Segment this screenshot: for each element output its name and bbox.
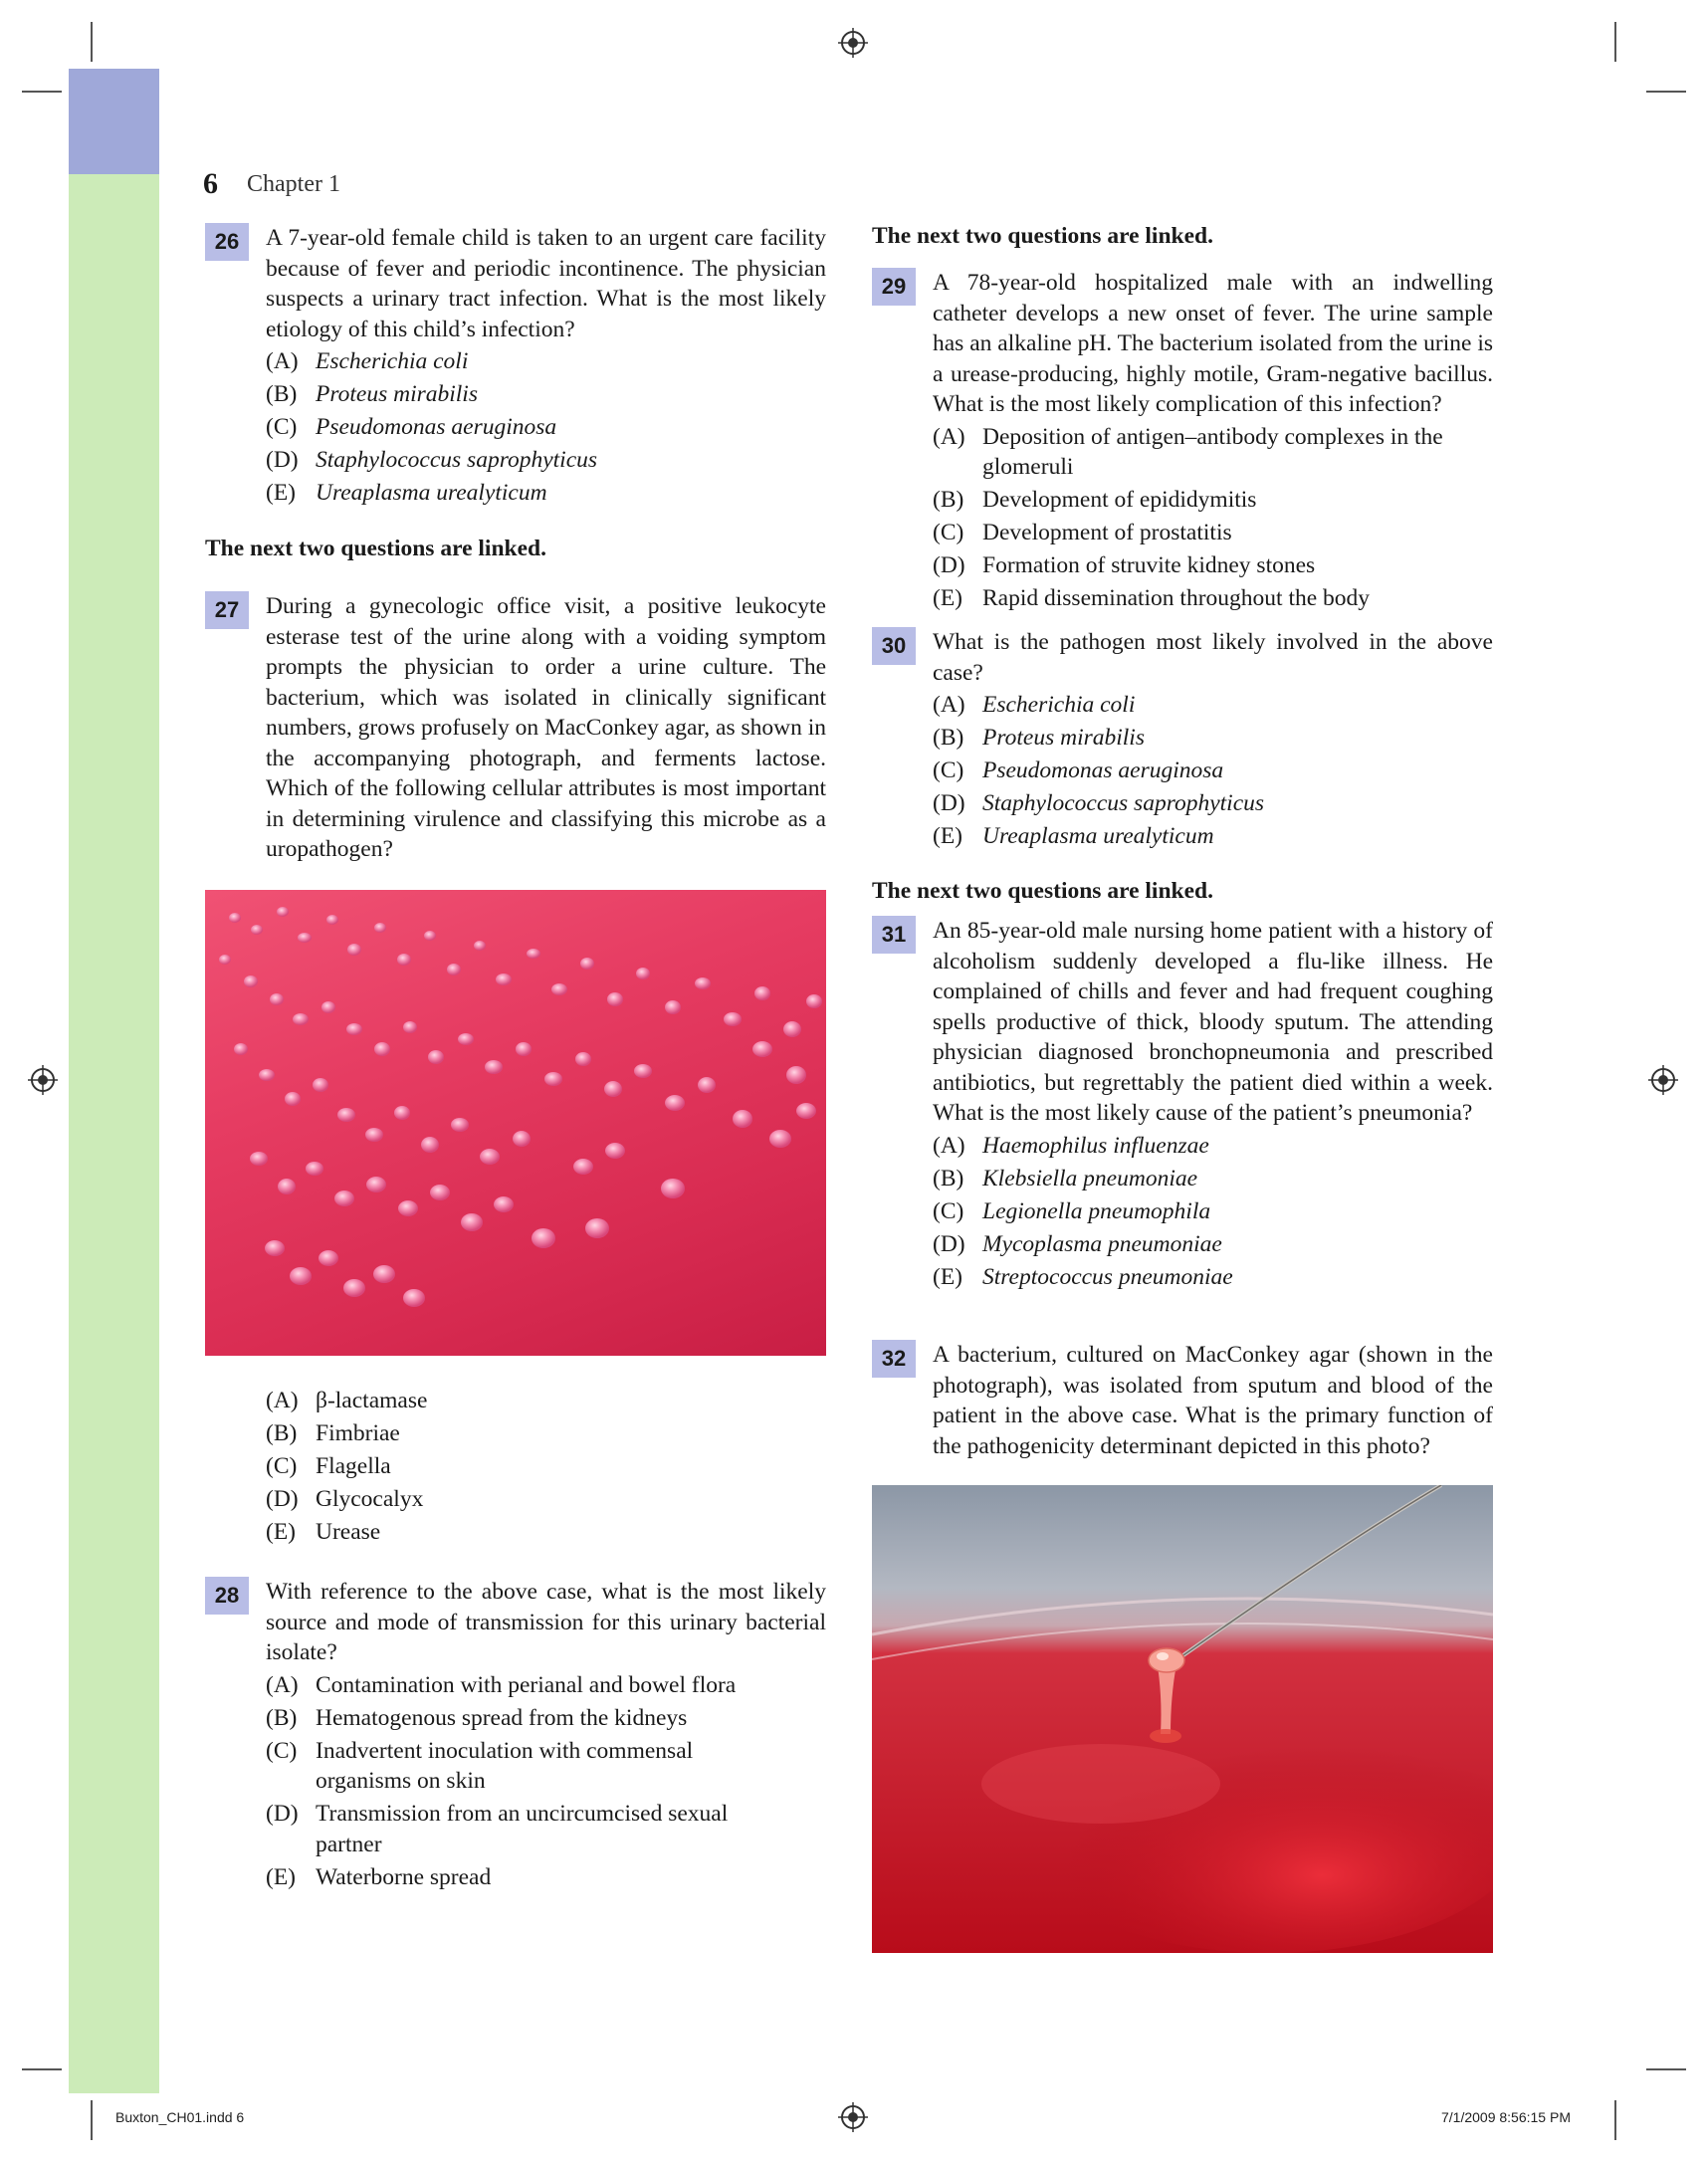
answer-option-d[interactable]: (D) Mycoplasma pneumoniae xyxy=(933,1230,1222,1257)
question-stem: An 85-year-old male nursing home patient with a history of alcoholism suddenly developed a flu-like illness. He complained of chills and fever and had frequent coughing spells productive of thick, bloody sputum. The attending physician diagnosed bronchopneumonia and prescribed antibiotics, but regrettably the patient died within a week. What is the most likely cause of the patient’s pneumonia? xyxy=(933,918,1493,1126)
linked-questions-note: The next two questions are linked. xyxy=(872,223,1213,249)
question-number-badge: 29 xyxy=(872,268,916,306)
answer-option-c[interactable]: (C) Pseudomonas aeruginosa xyxy=(933,757,1224,783)
mucoid-colony-loop-photo xyxy=(872,1485,1493,1953)
footer-file-name: Buxton_CH01.indd 6 xyxy=(115,2109,245,2125)
side-bar-green xyxy=(69,174,159,2093)
macconkey-agar-colonies-photo xyxy=(205,890,826,1356)
chapter-label: Chapter 1 xyxy=(247,171,340,197)
linked-questions-note: The next two questions are linked. xyxy=(205,536,546,561)
answer-option-a[interactable]: (A) β-lactamase xyxy=(266,1388,428,1413)
question-30 xyxy=(872,627,1493,868)
answer-option-a[interactable]: (A) Deposition of antigen–antibody complexes in the glomeruli xyxy=(933,423,1443,480)
answer-option-a[interactable]: (A) Escherichia coli xyxy=(266,348,469,374)
question-number-badge: 31 xyxy=(872,916,916,954)
question-stem: A 78-year-old hospitalized male with an indwelling catheter develops a new onset of fever. The urine sample has an alkaline pH. The bacterium isolated from the urine is a urease-producing, highly motile, Gram-negative bacillus. What is the most likely complication of this infection? xyxy=(933,270,1493,417)
answer-option-d[interactable]: (D) Staphylococcus saprophyticus xyxy=(266,447,598,473)
answer-option-e[interactable]: (E) Ureaplasma urealyticum xyxy=(266,480,547,506)
question-stem: A 7-year-old female child is taken to an urgent care facility because of fever and periodic incontinence. The physician suspects a urinary tract infection. What is the most likely etiology of this child’s infection? xyxy=(266,225,826,342)
footer-datetime: 7/1/2009 8:56:15 PM xyxy=(1441,2109,1571,2125)
answer-option-b[interactable]: (B) Hematogenous spread from the kidneys xyxy=(266,1704,688,1731)
answer-option-d[interactable]: (D) Staphylococcus saprophyticus xyxy=(933,790,1265,816)
crop-mark xyxy=(91,22,93,62)
question-number-badge: 27 xyxy=(205,591,249,629)
question-stem: During a gynecologic office visit, a positive leukocyte esterase test of the urine along with a voiding symptom prompts the physician to order a urine culture. The bacterium, which was isolated in clinically significant numbers, grows profusely on MacConkey agar, as shown in the accompanying photograph, and ferments lactose. Which of the following cellular attributes is most important in determining virulence and classifying this microbe as a uropathogen? xyxy=(266,593,826,862)
question-stem: With reference to the above case, what is the most likely source and mode of transmission for this urinary bacterial isolate? xyxy=(266,1579,826,1665)
crop-mark xyxy=(22,2068,62,2070)
answer-option-a[interactable]: (A) Contamination with perianal and bowel flora xyxy=(266,1671,737,1698)
answer-option-d[interactable]: (D) Glycocalyx xyxy=(266,1486,424,1512)
answer-option-e[interactable]: (E) Rapid dissemination throughout the body xyxy=(933,585,1371,611)
question-number-badge: 28 xyxy=(205,1577,249,1615)
question-stem: What is the pathogen most likely involved in the above case? xyxy=(933,629,1493,686)
answer-option-c[interactable]: (C) Inadvertent inoculation with commensal organisms on skin xyxy=(266,1737,694,1794)
answer-options xyxy=(266,346,826,509)
answer-option-b[interactable]: (B) Proteus mirabilis xyxy=(266,381,478,407)
answer-options xyxy=(933,690,1493,852)
side-bar-blue xyxy=(69,69,159,174)
crop-mark xyxy=(1646,2068,1686,2070)
answer-option-e[interactable]: (E) Waterborne spread xyxy=(266,1863,492,1890)
crop-mark xyxy=(1614,22,1616,62)
page-number: 6 xyxy=(203,167,218,200)
answer-options xyxy=(933,422,1493,614)
answer-option-c[interactable]: (C) Development of prostatitis xyxy=(933,520,1232,545)
registration-mark-icon xyxy=(28,1065,58,1095)
question-28 xyxy=(205,1577,826,1908)
answer-option-d[interactable]: (D) Formation of struvite kidney stones xyxy=(933,552,1316,578)
linked-questions-note: The next two questions are linked. xyxy=(872,878,1213,904)
question-26 xyxy=(205,223,826,525)
registration-mark-icon xyxy=(838,2102,868,2132)
question-29 xyxy=(872,268,1493,630)
answer-option-b[interactable]: (B) Fimbriae xyxy=(266,1420,400,1446)
answer-option-b[interactable]: (B) Development of epididymitis xyxy=(933,487,1257,513)
crop-mark xyxy=(1614,2100,1616,2140)
registration-mark-icon xyxy=(838,28,868,58)
answer-option-a[interactable]: (A) Escherichia coli xyxy=(933,692,1136,718)
crop-mark xyxy=(1646,91,1686,93)
answer-option-b[interactable]: (B) Klebsiella pneumoniae xyxy=(933,1165,1198,1191)
answer-option-c[interactable]: (C) Pseudomonas aeruginosa xyxy=(266,414,557,440)
question-stem: A bacterium, cultured on MacConkey agar (shown in the photograph), was isolated from sputum and blood of the patient in the above case. What is the primary function of the pathogenicity determinant depicted in this photo? xyxy=(933,1342,1493,1459)
question-number-badge: 26 xyxy=(205,223,249,261)
crop-mark xyxy=(91,2100,93,2140)
question-31 xyxy=(872,916,1493,1308)
crop-mark xyxy=(22,91,62,93)
answer-option-d[interactable]: (D) Transmission from an uncircumcised sexual partner xyxy=(266,1801,729,1857)
question-32 xyxy=(872,1340,1493,1461)
question-number-badge: 30 xyxy=(872,627,916,665)
answer-option-b[interactable]: (B) Proteus mirabilis xyxy=(933,725,1145,751)
answer-option-e[interactable]: (E) Ureaplasma urealyticum xyxy=(933,823,1214,849)
answer-option-a[interactable]: (A) Haemophilus influenzae xyxy=(933,1132,1209,1159)
answer-option-c[interactable]: (C) Legionella pneumophila xyxy=(933,1197,1211,1224)
answer-option-e[interactable]: (E) Streptococcus pneumoniae xyxy=(933,1263,1233,1290)
question-27-options xyxy=(205,1386,826,1564)
answer-options xyxy=(266,1386,826,1548)
answer-option-e[interactable]: (E) Urease xyxy=(266,1519,381,1545)
answer-options xyxy=(933,1131,1493,1293)
question-number-badge: 32 xyxy=(872,1340,916,1378)
answer-options xyxy=(266,1670,826,1893)
answer-option-c[interactable]: (C) Flagella xyxy=(266,1453,391,1479)
question-27 xyxy=(205,591,826,865)
registration-mark-icon xyxy=(1648,1065,1678,1095)
